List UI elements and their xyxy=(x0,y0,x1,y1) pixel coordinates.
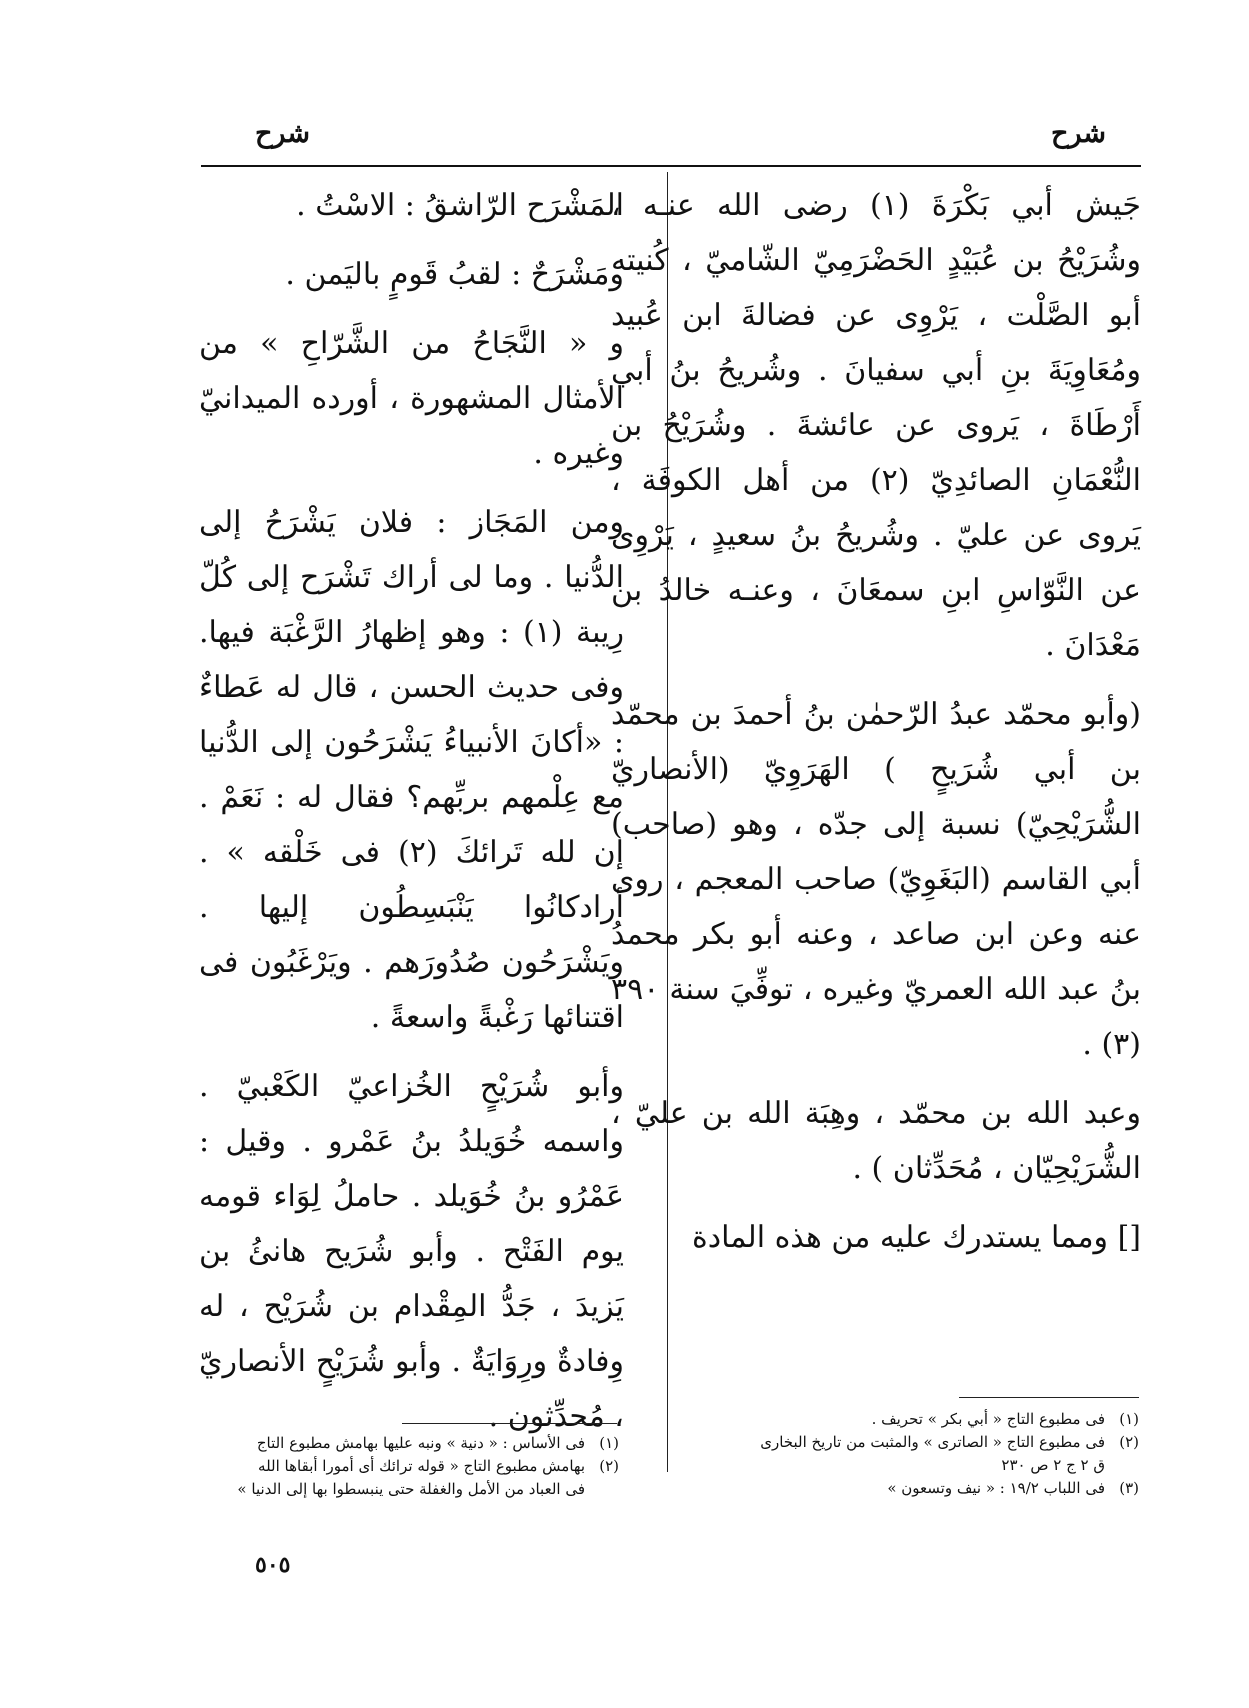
footnote xyxy=(619,1431,1139,1454)
running-head-right: شرح xyxy=(1051,118,1106,149)
footnote-text: ق ٢ ج ٢ ص ٢٣٠ xyxy=(1001,1456,1105,1474)
footnote-number: (٣) xyxy=(1119,1479,1139,1497)
header-rule xyxy=(201,165,1141,167)
paragraph: جَيش أبي بَكْرَةَ (١) رضى الله عنـه ، وشُرَيْحُ بن عُبَيْدٍ الحَضْرَمِيّ الشّاميّ ، كُنيته أبو الصَّلْت ، يَرْوِى عن فضالةَ ابن عُبيد ومُعَاوِيَةَ بنِ أبي سفيانَ . وشُريحُ بنُ أبي أَرْطَاةَ ، يَروى عن عائشةَ . وشُرَيْحُ بن النُّعْمَانِ الصائدِيّ (٢) من أهل الكوفَة ، يَروى عن عليّ . وشُريحُ بنُ سعيدٍ ، يَرْوِى عن النَّوّاسِ ابنِ سمعَانَ ، وعنـه خالدُ بن مَعْدَانَ . xyxy=(611,188,1141,663)
footnote-text: فى مطبوع التاج « الصاترى » والمثبت من تاريخ البخارى xyxy=(760,1433,1105,1451)
left-column xyxy=(199,178,624,1458)
footnote xyxy=(194,1478,619,1501)
paragraph: وعبد الله بن محمّد ، وهِبَة الله بن عليّ ، الشُّرَيْحِيّان ، مُحَدِّثان ) . xyxy=(611,1096,1141,1186)
footnote xyxy=(194,1455,619,1478)
paragraph: وأبو شُرَيْحٍ الخُزاعيّ الكَعْبيّ . واسمه خُوَيلدُ بنُ عَمْرو . وقيل : عَمْرُو بنُ خُوَيلد . حاملُ لِوَاء قومه يوم الفَتْح . وأبو شُرَيح هانئُ بن يَزيدَ ، جَدُّ المِقْدام بن شُرَيْح ، له وِفادةٌ ورِوَايَةٌ . وأبو شُرَيْحٍ الأنصاريّ ، مُحدِّثون . xyxy=(199,1069,624,1434)
footnote xyxy=(194,1432,619,1455)
footnotes-right xyxy=(619,1408,1139,1500)
footnotes-left xyxy=(194,1432,619,1501)
footnote-rule-right xyxy=(959,1397,1139,1398)
running-head-left: شرح xyxy=(255,118,310,149)
footnote xyxy=(619,1454,1139,1477)
paragraph: (وأبو محمّد عبدُ الرّحمٰن بنُ أحمدَ بن محمّد بن أبي شُرَيحٍ ) الهَرَوِيّ (الأنصاريّ الشُّرَيْحِيّ) نسبة إلى جدّه ، وهو (صاحب) أبي القاسم (البَغَوِيّ) صاحب المعجم ، روى عنه وعن ابن صاعد ، وعنه أبو بكر محمدُ بنُ عبد الله العمريّ وغيره ، توفِّيَ سنة ٣٩٠ (٣) . xyxy=(611,697,1141,1062)
footnote-number: (٢) xyxy=(1119,1433,1139,1451)
paragraph: ومَشْرَحٌ : لقبُ قَومٍ باليَمن . xyxy=(285,257,624,292)
footnote-text: فى الأساس : « دنية » ونبه عليها بهامش مطبوع التاج xyxy=(256,1434,585,1452)
paragraph: [] ومما يستدرك عليه من هذه المادة xyxy=(692,1220,1141,1255)
footnote-text: بهامش مطبوع التاج « قوله ترائك أى أمورا أبقاها الله xyxy=(258,1457,585,1475)
paragraph: ومن المَجَاز : فلان يَشْرَحُ إلى الدُّنيا . وما لى أراك تَشْرَح إلى كُلّ رِيبة (١) : وهو إظهارُ الرَّغْبَة فيها. وفى حديث الحسن ، قال له عَطاءٌ : «أكانَ الأنبياءُ يَشْرَحُون إلى الدُّنيا مع عِلْمهم بربِّهم؟ فقال له : نَعَمْ . إن لله تَرائكَ (٢) فى خَلْقه » . أرادكانُوا يَنْبَسِطُون إليها . ويَشْرَحُون صُدُورَهم . ويَرْغَبُون فى اقتنائها رَغْبةً واسعةً . xyxy=(199,505,625,1035)
footnote xyxy=(619,1477,1139,1500)
footnote-text: فى العباد من الأمل والغفلة حتى ينبسطوا بها إلى الدنيا » xyxy=(237,1480,585,1498)
right-column xyxy=(611,178,1141,1279)
paragraph: و « النَّجَاحُ من الشَّرّاحِ » من الأمثال المشهورة ، أورده الميدانيّ وغيره . xyxy=(199,326,624,471)
footnote-number: (١) xyxy=(1119,1410,1139,1428)
footnote-number: (١) xyxy=(599,1434,619,1452)
paragraph: المَشْرَح الرّاشقُ : الاسْتُ . xyxy=(296,188,624,223)
footnote xyxy=(619,1408,1139,1431)
footnote-rule-left xyxy=(402,1423,617,1424)
footnote-text: فى مطبوع التاج « أبي بكر » تحريف . xyxy=(871,1410,1105,1428)
page-number: ٥٠٥ xyxy=(255,1552,291,1578)
footnote-number: (٢) xyxy=(599,1457,619,1475)
footnote-text: فى اللباب ١٩/٢ : « نيف وتسعون » xyxy=(887,1479,1105,1497)
